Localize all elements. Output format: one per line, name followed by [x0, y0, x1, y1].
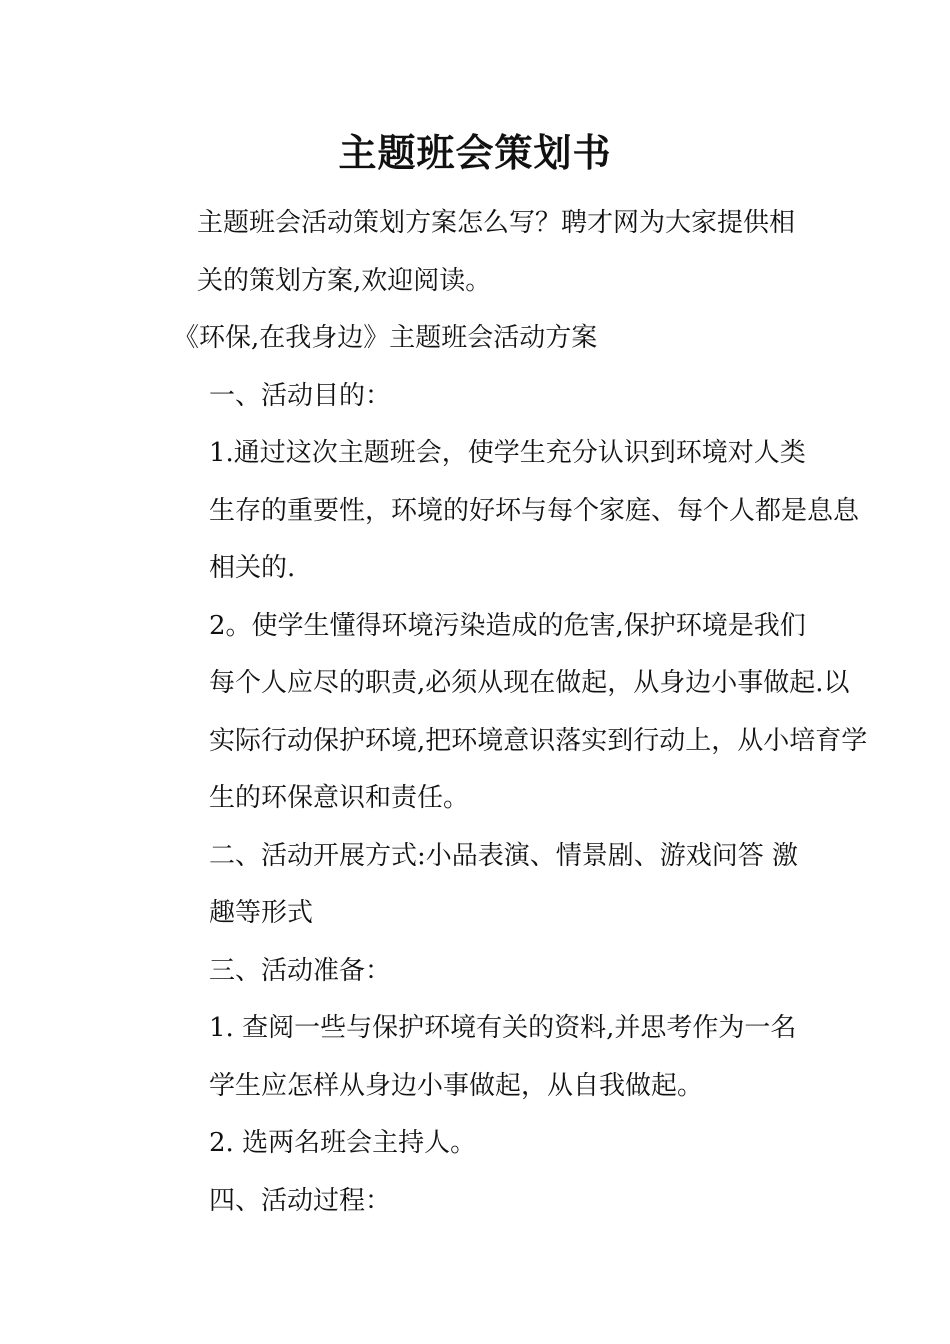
objective-1-line-1: 1.通过这次主题班会，使学生充分认识到环境对人类 — [209, 438, 806, 468]
activity-plan-title-line: 《环保,在我身边》主题班会活动方案 — [173, 323, 598, 353]
preparation-2-line-1: 2. 选两名班会主持人。 — [209, 1128, 477, 1158]
objective-1-line-2: 生存的重要性，环境的好坏与每个家庭、每个人都是息息 — [209, 495, 860, 526]
preparation-1-line-2: 学生应怎样从身边小事做起，从自我做起。 — [209, 1070, 704, 1101]
section-process-heading-line: 四、活动过程： — [209, 1185, 392, 1216]
document-body — [145, 195, 868, 1230]
activity-method-line-2: 趣等形式 — [209, 898, 314, 928]
activity-method-paragraph — [145, 828, 807, 943]
preparation-1-line-1: 1. 查阅一些与保护环境有关的资料,并思考作为一名 — [209, 1013, 797, 1043]
activity-method-line-1: 二、活动开展方式:小品表演、情景剧、游戏问答 激 — [209, 840, 799, 871]
document-title: 主题班会策划书 — [338, 131, 612, 175]
intro-line-1: 主题班会活动策划方案怎么写？聘才网为大家提供相 — [197, 208, 796, 238]
preparation-paragraph-1 — [145, 1000, 807, 1115]
objective-1-line-3: 相关的. — [209, 553, 296, 583]
objective-2-line-1: 2。使学生懂得环境污染造成的危害,保护环境是我们 — [209, 610, 806, 641]
section-objectives-heading — [145, 368, 807, 426]
activity-plan-title — [145, 310, 807, 368]
objective-2-line-3: 实际行动保护环境,把环境意识落实到行动上，从小培育学 — [209, 725, 868, 756]
intro-line-2: 关的策划方案,欢迎阅读。 — [197, 265, 492, 296]
section-objectives-heading-line: 一、活动目的： — [209, 380, 392, 411]
objective-paragraph-2 — [145, 598, 868, 828]
section-preparation-heading — [145, 943, 807, 1001]
intro-paragraph — [145, 195, 807, 310]
preparation-paragraph-2 — [145, 1115, 807, 1173]
objective-2-line-4: 生的环保意识和责任。 — [209, 783, 470, 813]
objective-paragraph-1 — [145, 425, 860, 598]
section-preparation-heading-line: 三、活动准备： — [209, 955, 392, 986]
objective-2-line-2: 每个人应尽的职责,必须从现在做起，从身边小事做起.以 — [209, 668, 850, 698]
section-process-heading — [145, 1173, 807, 1231]
